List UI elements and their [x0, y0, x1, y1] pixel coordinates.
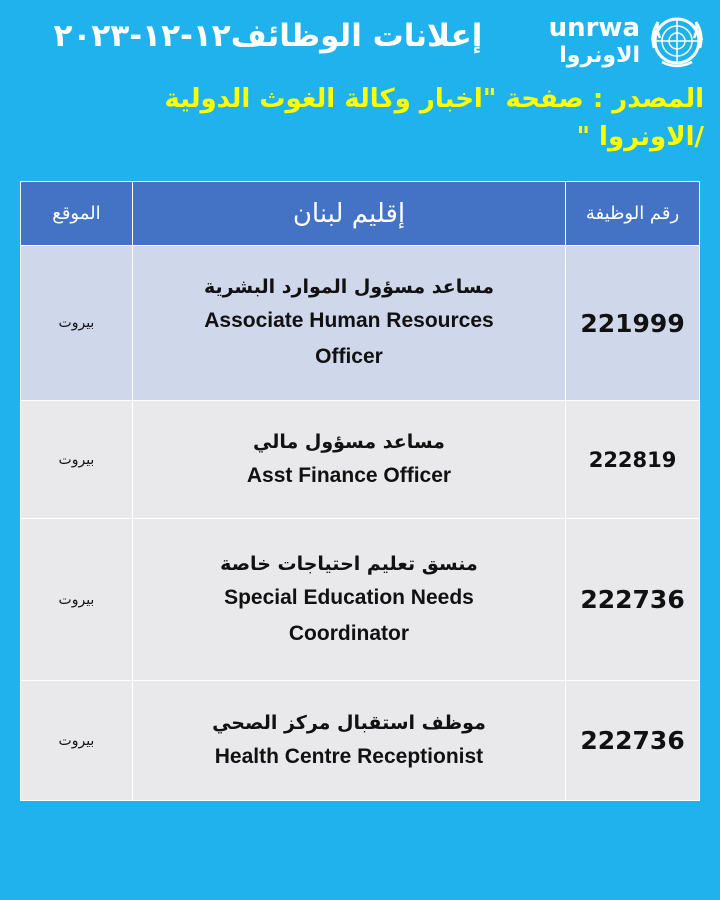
table-row	[21, 519, 700, 681]
job-title-ar: مساعد مسؤول مالي	[252, 430, 445, 453]
job-title-ar: منسق تعليم احتياجات خاصة	[220, 552, 478, 575]
job-title-ar: مساعد مسؤول الموارد البشرية	[203, 276, 494, 298]
job-number: 221999	[566, 246, 700, 401]
job-title-ar: موظف استقبال مركز الصحي	[212, 711, 486, 734]
job-title-en-cont: Coordinator	[288, 621, 410, 645]
job-location: بيروت	[21, 246, 133, 401]
jobs-table	[20, 181, 700, 801]
logo-wordmark-en: unrwa	[548, 13, 640, 43]
header-job-number: رقم الوظيفة	[566, 182, 700, 246]
job-title-en: Health Centre Receptionist	[214, 744, 484, 768]
job-title	[132, 401, 565, 519]
job-title-en: Asst Finance Officer	[246, 463, 452, 487]
job-title-en: Associate Human Resources	[204, 309, 494, 332]
header-location: الموقع	[21, 182, 133, 246]
unrwa-logo	[528, 8, 708, 74]
source-line-1: المصدر : صفحة "اخبار وكالة الغوث الدولية	[164, 84, 704, 114]
header-region: إقليم لبنان	[132, 182, 565, 246]
page-header	[0, 0, 720, 170]
job-title	[132, 246, 565, 401]
job-title-en: Special Education Needs	[224, 585, 474, 609]
job-location: بيروت	[21, 519, 133, 681]
un-emblem-icon	[646, 10, 708, 72]
job-number: 222819	[566, 401, 700, 519]
table-header-row	[21, 182, 700, 246]
table-row	[21, 401, 700, 519]
source-note	[14, 80, 704, 156]
job-number: 222736	[566, 519, 700, 681]
job-title-en-cont: Officer	[315, 345, 383, 368]
job-location: بيروت	[21, 401, 133, 519]
job-location: بيروت	[21, 681, 133, 801]
source-line-2: /الاونروا "	[576, 122, 704, 152]
logo-wordmark	[549, 15, 640, 67]
table-row	[21, 681, 700, 801]
page-title: إعلانات الوظائف١٢-١٢-٢٠٢٣	[53, 18, 483, 54]
table-row	[21, 246, 700, 401]
job-title	[132, 519, 565, 681]
job-number: 222736	[566, 681, 700, 801]
logo-wordmark-ar: الاونروا	[559, 43, 640, 68]
job-title	[132, 681, 565, 801]
